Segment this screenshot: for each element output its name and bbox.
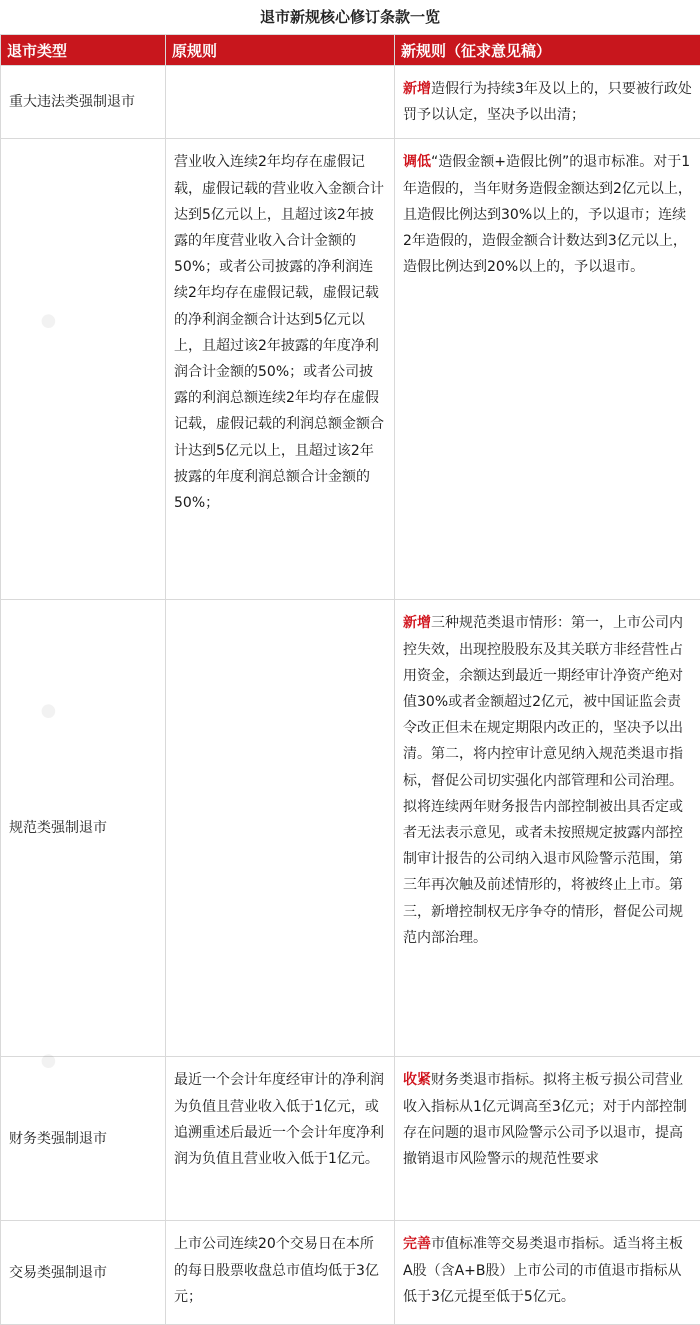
table-row bbox=[1, 1057, 700, 1221]
header-new-rule: 新规则（征求意见稿） bbox=[395, 35, 700, 66]
table-header-row bbox=[1, 35, 700, 66]
type-cell: 交易类强制退市 bbox=[1, 1221, 166, 1325]
watermark-logo: ● bbox=[35, 307, 60, 333]
header-old-rule: 原规则 bbox=[166, 35, 395, 66]
old-rule-cell: 最近一个会计年度经审计的净利润为负值且营业收入低于1亿元，或追溯重述后最近一个会计年度净利润为负值且营业收入低于1亿元。 bbox=[166, 1057, 395, 1221]
new-rule-cell bbox=[395, 1057, 700, 1221]
watermark-logo: ● bbox=[35, 697, 60, 723]
table-title: 退市新规核心修订条款一览 bbox=[0, 0, 700, 34]
change-keyword: 收紧 bbox=[403, 1072, 431, 1088]
new-rule-cell bbox=[395, 66, 700, 139]
table-row bbox=[1, 600, 700, 1057]
table-row bbox=[1, 66, 700, 139]
watermark-logo: ● bbox=[35, 1047, 60, 1073]
type-cell: 财务类强制退市 bbox=[1, 1057, 166, 1221]
table-row bbox=[1, 139, 700, 600]
new-rule-cell bbox=[395, 1221, 700, 1325]
old-rule-cell: 上市公司连续20个交易日在本所的每日股票收盘总市值均低于3亿元； bbox=[166, 1221, 395, 1325]
new-rule-text: 三种规范类退市情形：第一，上市公司内控失效，出现控股股东及其关联方非经营性占用资金，余额达到最近一期经审计净资产绝对值30%或者金额超过2亿元，被中国证监会责令改正但未在规定期限内改正的，坚决予以出清。第二，将内控审计意见纳入规范类退市指标，督促公司切实强化内部管理和公司治理。拟将连续两年财务报告内部控制被出具否定或者无法表示意见，或者未按照规定披露内部控制审计报告的公司纳入退市风险警示范围，第三年再次触及前述情形的，将被终止上市。第三，新增控制权无序争夺的情形，督促公司规范内部治理。 bbox=[403, 615, 683, 945]
type-cell: 重大违法类强制退市 bbox=[1, 66, 166, 139]
change-keyword: 调低 bbox=[403, 154, 431, 170]
type-cell: 规范类强制退市 bbox=[1, 600, 166, 1057]
change-keyword: 新增 bbox=[403, 81, 431, 97]
change-keyword: 新增 bbox=[403, 615, 431, 631]
old-rule-cell bbox=[166, 600, 395, 1057]
header-type: 退市类型 bbox=[1, 35, 166, 66]
new-rule-text: 财务类退市指标。拟将主板亏损公司营业收入指标从1亿元调高至3亿元；对于内部控制存在问题的退市风险警示公司予以退市，提高撤销退市风险警示的规范性要求 bbox=[403, 1072, 687, 1167]
old-rule-cell bbox=[166, 66, 395, 139]
old-rule-cell: 营业收入连续2年均存在虚假记载，虚假记载的营业收入金额合计达到5亿元以上，且超过该2年披露的年度营业收入合计金额的50%；或者公司披露的净利润连续2年均存在虚假记载，虚假记载的净利润金额合计达到5亿元以上，且超过该2年披露的年度净利润合计金额的50%；或者公司披露的利润总额连续2年均存在虚假记载，虚假记载的利润总额金额合计达到5亿元以上，且超过该2年披露的年度利润总额合计金额的50%； bbox=[166, 139, 395, 600]
table-row bbox=[1, 1221, 700, 1325]
rules-table bbox=[0, 34, 700, 1325]
type-cell bbox=[1, 139, 166, 600]
new-rule-text: 造假行为持续3年及以上的，只要被行政处罚予以认定，坚决予以出清； bbox=[403, 81, 692, 123]
new-rule-text: 市值标准等交易类退市指标。适当将主板A股（含A+B股）上市公司的市值退市指标从低于3亿元提至低于5亿元。 bbox=[403, 1236, 683, 1304]
new-rule-cell bbox=[395, 600, 700, 1057]
new-rule-cell bbox=[395, 139, 700, 600]
new-rule-text: “造假金额+造假比例”的退市标准。对于1年造假的，当年财务造假金额达到2亿元以上，且造假比例达到30%以上的，予以退市；连续2年造假的，造假金额合计数达到3亿元以上，造假比例达到20%以上的，予以退市。 bbox=[403, 154, 692, 275]
change-keyword: 完善 bbox=[403, 1236, 431, 1252]
